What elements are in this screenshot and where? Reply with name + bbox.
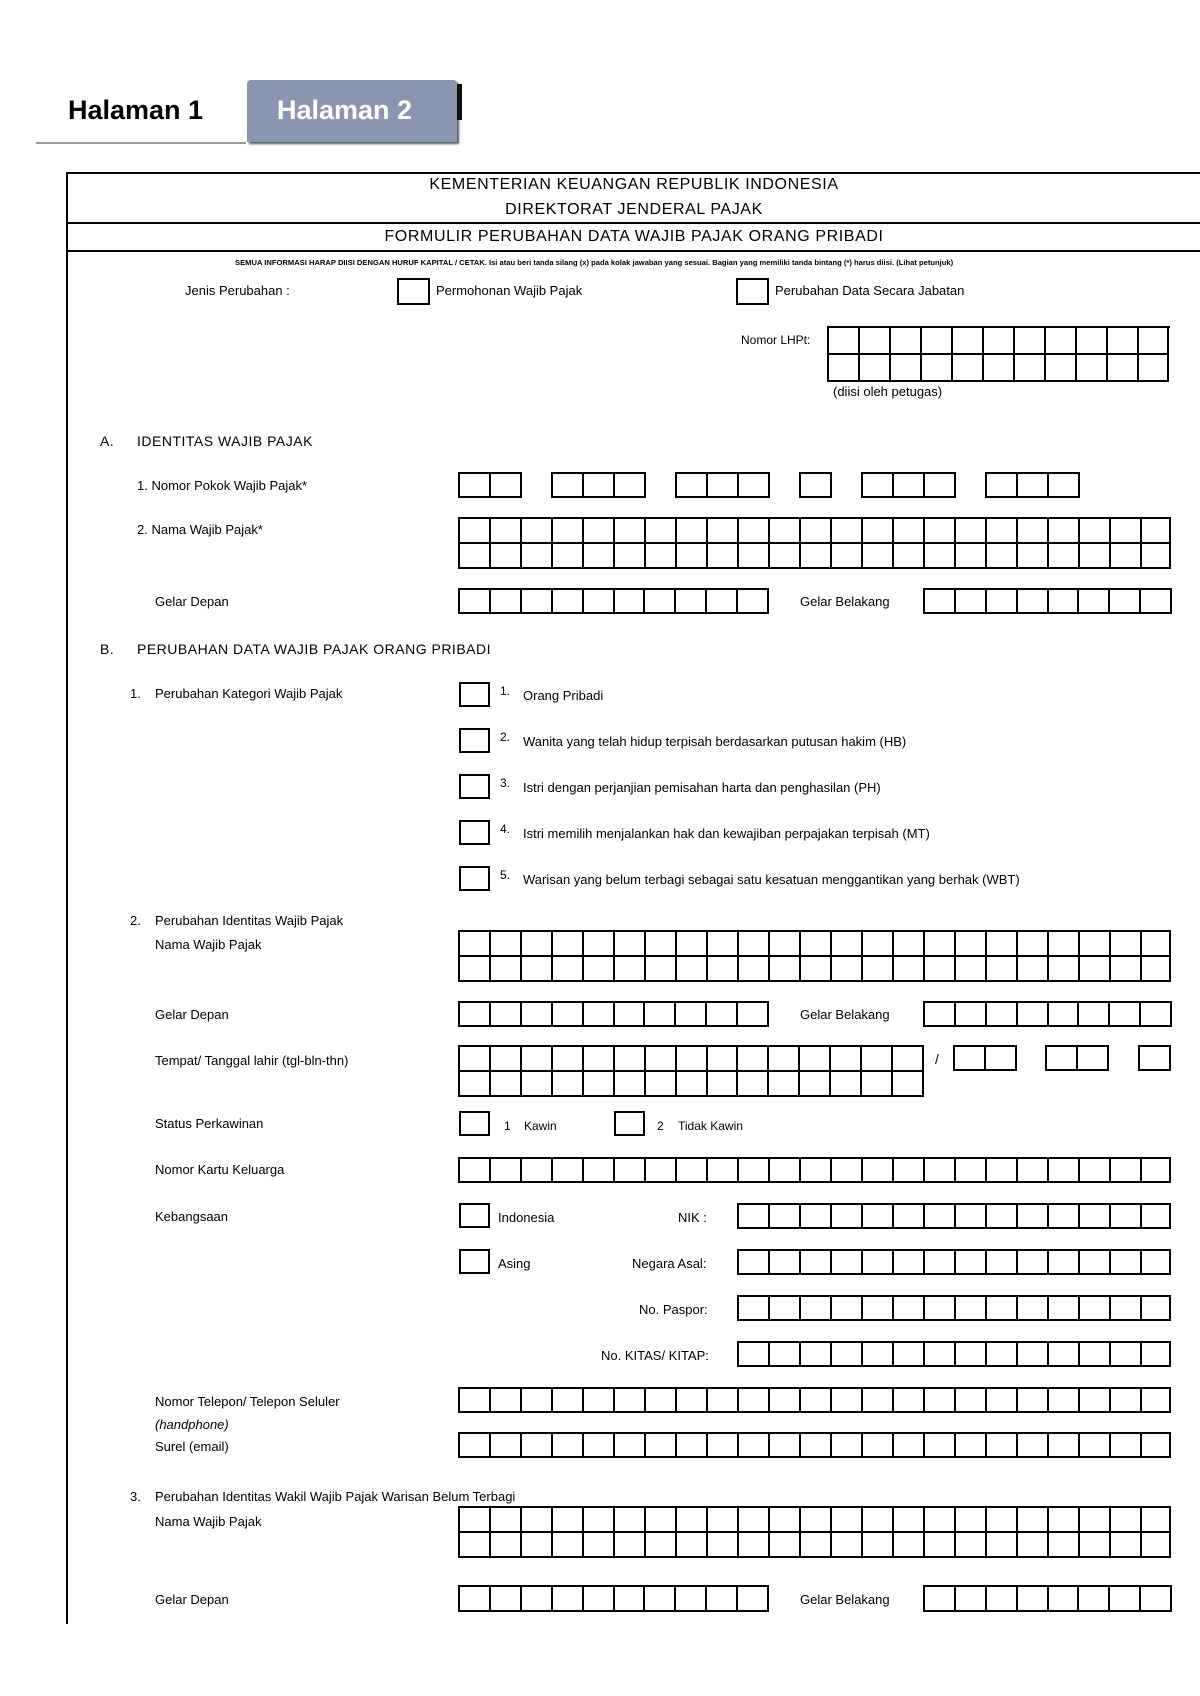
not-married-label: Tidak Kawin <box>678 1119 743 1133</box>
category-label: Perubahan Kategori Wajib Pajak <box>155 686 343 701</box>
identity-name-field[interactable] <box>458 930 1171 982</box>
birth-place-field[interactable] <box>458 1045 924 1097</box>
not-married-number: 2 <box>657 1119 664 1133</box>
request-option-label: Permohonan Wajib Pajak <box>436 283 583 298</box>
passport-label: No. Paspor: <box>639 1302 708 1317</box>
birth-month-field[interactable] <box>1045 1045 1109 1071</box>
phone-field[interactable] <box>458 1387 1171 1413</box>
section-a-title: IDENTITAS WAJIB PAJAK <box>137 433 313 449</box>
category-checkbox-5[interactable] <box>459 866 490 891</box>
category-text-5: Warisan yang belum terbagi sebagai satu kesatuan menggantikan yang berhak (WBT) <box>523 872 1020 887</box>
category-num-4: 4. <box>500 822 511 836</box>
tab-shadow-edge <box>457 84 462 120</box>
gelar-belakang-label-b: Gelar Belakang <box>800 1007 890 1022</box>
marital-status-label: Status Perkawinan <box>155 1116 264 1131</box>
npwp-field-6[interactable] <box>985 472 1080 498</box>
category-number: 1. <box>130 686 141 701</box>
handphone-label: (handphone) <box>155 1417 229 1432</box>
representative-number: 3. <box>130 1489 141 1504</box>
gelar-belakang-field-a[interactable] <box>923 588 1172 614</box>
form-title: FORMULIR PERUBAHAN DATA WAJIB PAJAK ORANG PRIBADI <box>384 228 884 245</box>
representative-name-field[interactable] <box>458 1506 1171 1558</box>
foreign-checkbox[interactable] <box>459 1249 490 1274</box>
npwp-field-4[interactable] <box>799 472 832 498</box>
category-text-1: Orang Pribadi <box>523 688 604 703</box>
npwp-field-2[interactable] <box>551 472 646 498</box>
indonesia-checkbox[interactable] <box>459 1203 490 1228</box>
directorate-heading: DIREKTORAT JENDERAL PAJAK <box>505 201 763 218</box>
header-divider <box>66 222 1200 224</box>
family-card-field[interactable] <box>458 1157 1171 1183</box>
birth-year-field[interactable] <box>1138 1045 1171 1071</box>
tab-underline <box>36 142 246 144</box>
title-divider <box>66 250 1200 252</box>
gelar-belakang-field-b[interactable] <box>923 1001 1172 1027</box>
family-card-label: Nomor Kartu Keluarga <box>155 1162 285 1177</box>
birth-label: Tempat/ Tanggal lahir (tgl-bln-thn) <box>155 1053 349 1068</box>
instruction-text: SEMUA INFORMASI HARAP DIISI DENGAN HURUF KAPITAL / CETAK. Isi atau beri tanda silang (x) pada kolak jawaban yang sesuai. Bagian yang memiliki tanda bintang (*) harus diisi. (Lihat petunjuk) <box>235 258 954 267</box>
nationality-label: Kebangsaan <box>155 1209 229 1224</box>
npwp-label: 1. Nomor Pokok Wajib Pajak* <box>137 478 308 493</box>
representative-gelar-belakang-field[interactable] <box>923 1585 1172 1612</box>
section-b-letter: B. <box>100 641 115 657</box>
kitas-label: No. KITAS/ KITAP: <box>601 1348 709 1363</box>
request-checkbox[interactable] <box>397 278 430 305</box>
representative-gelar-belakang-label: Gelar Belakang <box>800 1592 890 1607</box>
gelar-belakang-label-a: Gelar Belakang <box>800 594 890 609</box>
married-number: 1 <box>504 1119 511 1133</box>
tab-halaman-2[interactable] <box>247 80 457 142</box>
birth-day-field[interactable] <box>953 1045 1017 1071</box>
lhpt-field[interactable] <box>827 326 1170 382</box>
date-separator: / <box>935 1051 939 1067</box>
lhpt-note: (diisi oleh petugas) <box>833 384 943 399</box>
representative-label: Perubahan Identitas Wakil Wajib Pajak Warisan Belum Terbagi <box>155 1489 516 1504</box>
gelar-depan-field-a[interactable] <box>458 588 769 614</box>
category-text-4: Istri memilih menjalankan hak dan kewajiban perpajakan terpisah (MT) <box>523 826 930 841</box>
origin-country-label: Negara Asal: <box>632 1256 707 1271</box>
lhpt-label: Nomor LHPt: <box>741 333 811 347</box>
npwp-field-3[interactable] <box>675 472 770 498</box>
email-label: Surel (email) <box>155 1439 229 1454</box>
married-checkbox[interactable] <box>459 1111 490 1136</box>
category-checkbox-2[interactable] <box>459 728 490 753</box>
change-type-label: Jenis Perubahan : <box>185 283 290 298</box>
not-married-checkbox[interactable] <box>614 1111 645 1136</box>
representative-name-label: Nama Wajib Pajak <box>155 1514 262 1529</box>
npwp-field-5[interactable] <box>861 472 956 498</box>
section-a-letter: A. <box>100 433 115 449</box>
representative-gelar-depan-label: Gelar Depan <box>155 1592 229 1607</box>
section-b-title: PERUBAHAN DATA WAJIB PAJAK ORANG PRIBADI <box>137 641 491 657</box>
phone-label: Nomor Telepon/ Telepon Seluler <box>155 1394 340 1409</box>
nik-field[interactable] <box>737 1203 1171 1229</box>
identity-name-label: Nama Wajib Pajak <box>155 937 262 952</box>
passport-field[interactable] <box>737 1295 1171 1321</box>
name-field[interactable] <box>458 517 1171 569</box>
gelar-depan-field-b[interactable] <box>458 1001 769 1027</box>
category-checkbox-1[interactable] <box>459 682 490 707</box>
indonesia-label: Indonesia <box>498 1210 555 1225</box>
email-field[interactable] <box>458 1432 1171 1458</box>
form-left-border <box>66 172 68 1624</box>
npwp-field-1[interactable] <box>458 472 522 498</box>
category-num-3: 3. <box>500 776 511 790</box>
category-checkbox-4[interactable] <box>459 820 490 845</box>
kitas-field[interactable] <box>737 1341 1171 1367</box>
category-checkbox-3[interactable] <box>459 774 490 799</box>
tab-halaman-1[interactable]: Halaman 1 <box>68 95 204 125</box>
identity-number: 2. <box>130 913 141 928</box>
representative-gelar-depan-field[interactable] <box>458 1585 769 1612</box>
ministry-heading: KEMENTERIAN KEUANGAN REPUBLIK INDONESIA <box>429 176 839 193</box>
official-change-label: Perubahan Data Secara Jabatan <box>775 283 965 298</box>
tab-halaman-2-label: Halaman 2 <box>277 95 413 125</box>
identity-label: Perubahan Identitas Wajib Pajak <box>155 913 344 928</box>
official-change-checkbox[interactable] <box>736 278 769 305</box>
married-label: Kawin <box>524 1119 557 1133</box>
category-num-1: 1. <box>500 684 511 698</box>
origin-country-field[interactable] <box>737 1249 1171 1275</box>
foreign-label: Asing <box>498 1256 531 1271</box>
category-num-2: 2. <box>500 730 511 744</box>
gelar-depan-label-a: Gelar Depan <box>155 594 229 609</box>
category-text-3: Istri dengan perjanjian pemisahan harta dan penghasilan (PH) <box>523 780 881 795</box>
name-label: 2. Nama Wajib Pajak* <box>137 522 263 537</box>
gelar-depan-label-b: Gelar Depan <box>155 1007 229 1022</box>
nik-label: NIK : <box>678 1210 707 1225</box>
category-num-5: 5. <box>500 868 511 882</box>
category-text-2: Wanita yang telah hidup terpisah berdasarkan putusan hakim (HB) <box>523 734 907 749</box>
form-top-border <box>66 172 1200 174</box>
